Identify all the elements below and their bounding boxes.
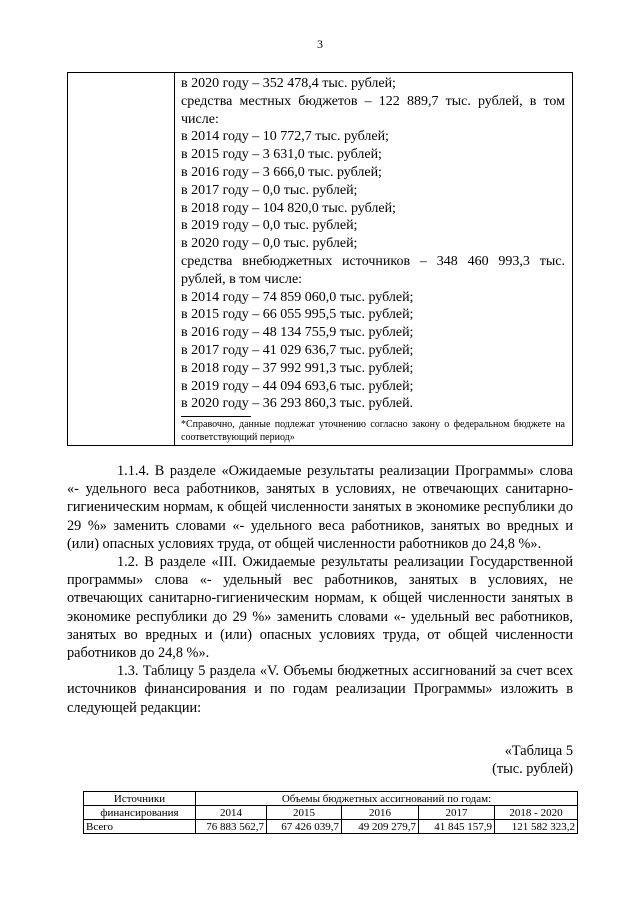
footnote: *Справочно, данные подлежат уточнению согласно закону о федеральном бюджете на соответствующий период»	[181, 419, 565, 443]
table-caption: «Таблица 5	[504, 743, 573, 759]
document-body	[67, 462, 573, 717]
footnote-separator	[181, 416, 251, 417]
row-label: Всего	[84, 820, 196, 834]
budget-line: в 2015 году – 3 631,0 тыс. рублей;	[181, 147, 382, 163]
table-row	[84, 820, 578, 834]
year-header: 2014	[196, 806, 267, 820]
value-cell: 67 426 039,7	[267, 820, 342, 834]
budget-line: в 2016 году – 48 134 755,9 тыс. рублей;	[181, 325, 414, 341]
budget-line: в 2016 году – 3 666,0 тыс. рублей;	[181, 164, 382, 180]
budget-line: в 2014 году – 10 772,7 тыс. рублей;	[181, 129, 389, 145]
budget-table-fragment	[67, 72, 573, 446]
value-cell: 41 845 157,9	[419, 820, 495, 834]
year-header: 2015	[267, 806, 342, 820]
value-cell: 49 209 279,7	[342, 820, 419, 834]
budget-line: средства внебюджетных источников – 348 460 993,3 тыс.	[181, 253, 565, 269]
financing-table	[83, 791, 578, 834]
header-cell: Источники	[84, 792, 196, 806]
table-column-divider	[174, 73, 175, 445]
year-header: 2018 - 2020	[495, 806, 578, 820]
budget-line: в 2017 году – 41 029 636,7 тыс. рублей;	[181, 342, 414, 358]
year-header: 2017	[419, 806, 495, 820]
table-units: (тыс. рублей)	[492, 761, 573, 778]
paragraph: 1.3. Таблицу 5 раздела «V. Объемы бюджетных ассигнований за счет всех источников финансирования и по годам реализации Программы» изложить в следующей редакции:	[67, 663, 573, 716]
table-heading	[492, 742, 573, 778]
year-header: 2016	[342, 806, 419, 820]
budget-line: в 2018 году – 37 992 991,3 тыс. рублей;	[181, 360, 414, 376]
value-cell: 76 883 562,7	[196, 820, 267, 834]
budget-line: в 2017 году – 0,0 тыс. рублей;	[181, 182, 358, 198]
budget-line: рублей, в том числе:	[181, 271, 303, 287]
budget-line: в 2019 году – 0,0 тыс. рублей;	[181, 218, 358, 234]
budget-line: в 2015 году – 66 055 995,5 тыс. рублей;	[181, 307, 414, 323]
budget-line: в 2018 году – 104 820,0 тыс. рублей;	[181, 200, 396, 216]
budget-line: в 2020 году – 36 293 860,3 тыс. рублей.	[181, 396, 414, 412]
paragraph: 1.1.4. В разделе «Ожидаемые результаты реализации Программы» слова «- удельного веса работников, занятых в условиях, не отвечающих санитарно-гигиеническим нормам, к общей численности занятых в экономике республики до 29 %» заменить словами «- удельного веса работников, занятых во вредных и (или) опасных условиях труда, от общей численности работников до 24,8 %».	[67, 463, 573, 552]
page-number: 3	[317, 37, 323, 51]
budget-cell	[181, 75, 565, 413]
budget-line: в 2020 году – 352 478,4 тыс. рублей;	[181, 76, 396, 91]
paragraph: 1.2. В разделе «III. Ожидаемые результаты реализации Государственной программы» слова «- удельный вес работников, занятых в условиях, не отвечающих санитарно-гигиеническим нормам, к общей численности занятых в экономике республики до 29 %» заменить словами «- удельный вес работников, занятых во вредных и (или) опасных условиях труда, от общей численности работников до 24,8 %».	[67, 554, 573, 662]
value-cell: 121 582 323,2	[495, 820, 578, 834]
budget-line: в 2019 году – 44 094 693,6 тыс. рублей;	[181, 378, 414, 394]
header-cell-group: Объемы бюджетных ассигнований по годам:	[196, 792, 578, 806]
budget-line: средства местных бюджетов – 122 889,7 тыс. рублей, в том	[181, 93, 565, 109]
budget-line: в 2020 году – 0,0 тыс. рублей;	[181, 236, 358, 252]
header-cell: финансирования	[84, 806, 196, 820]
budget-line: числе:	[181, 111, 219, 127]
budget-line: в 2014 году – 74 859 060,0 тыс. рублей;	[181, 289, 414, 305]
